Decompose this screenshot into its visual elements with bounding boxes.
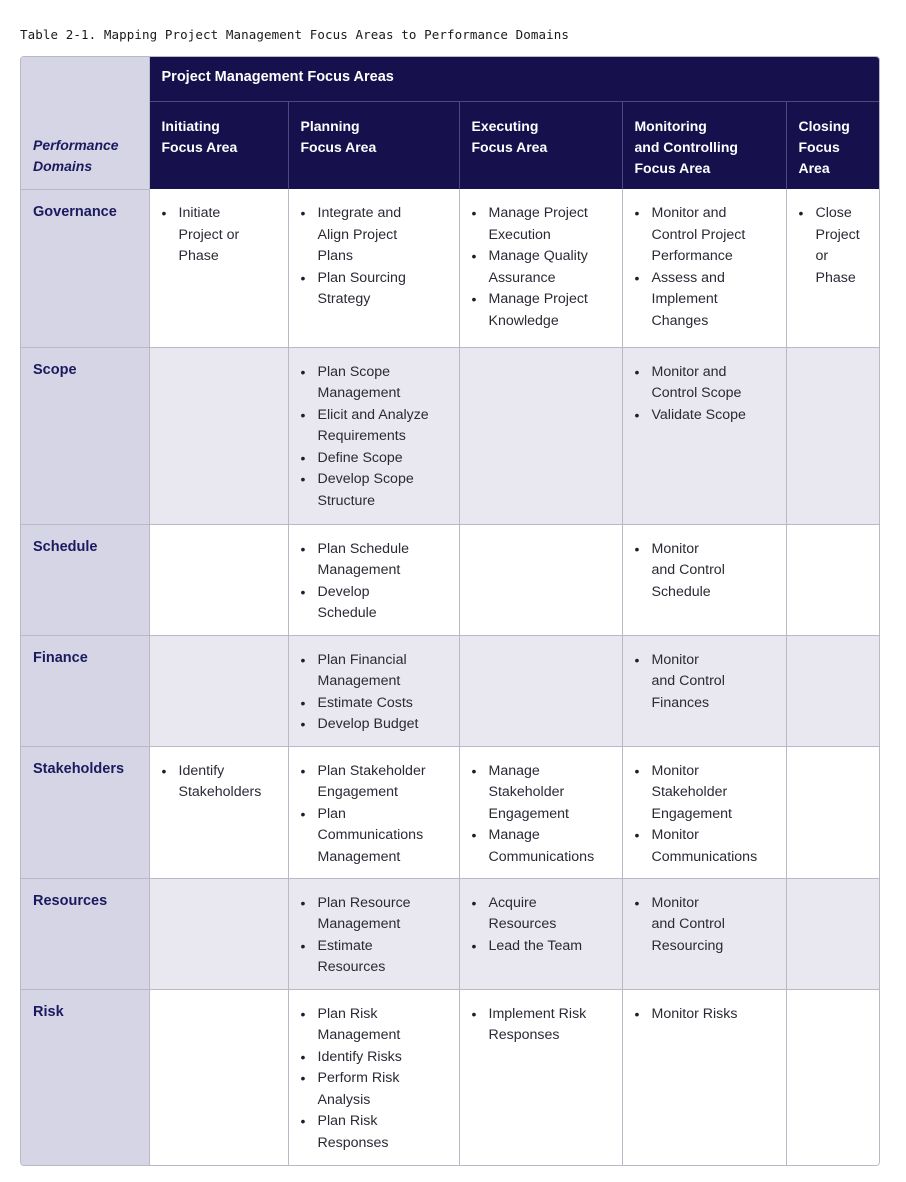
process-item bbox=[301, 1047, 453, 1069]
process-item-line: • Develop bbox=[317, 583, 370, 600]
process-list bbox=[472, 761, 616, 869]
process-item-line: Engagement bbox=[651, 805, 732, 822]
table-cell-planning bbox=[288, 746, 459, 878]
process-list bbox=[472, 1004, 616, 1047]
table-cell-initiating bbox=[149, 878, 288, 989]
process-item-line: • Monitor and bbox=[651, 363, 727, 380]
process-item-line: • Integrate and bbox=[317, 205, 402, 221]
process-item-line: Communications bbox=[488, 848, 595, 865]
process-item-line: • Lead the Team bbox=[488, 937, 583, 954]
table-cell-monitoring-controlling bbox=[622, 524, 786, 635]
table-row bbox=[21, 524, 880, 635]
process-item bbox=[301, 804, 453, 869]
process-item-line: • Monitor bbox=[651, 540, 699, 557]
process-item-line: Management bbox=[317, 1027, 401, 1043]
process-item-line: Management bbox=[317, 848, 401, 865]
performance-domain-resources: Resources bbox=[21, 878, 149, 989]
process-item bbox=[635, 268, 780, 333]
process-item-line: • Identify Risks bbox=[317, 1048, 402, 1065]
row-header-label bbox=[21, 57, 149, 189]
table-row bbox=[21, 347, 880, 524]
process-item bbox=[635, 893, 780, 958]
process-list bbox=[162, 203, 282, 268]
process-item bbox=[301, 469, 453, 512]
table-cell-planning bbox=[288, 189, 459, 347]
column-header-line: Area bbox=[798, 159, 830, 176]
process-item-line: • Plan Stakeholder bbox=[317, 762, 426, 779]
process-item-line: • Plan Scope bbox=[317, 363, 391, 380]
table-cell-planning bbox=[288, 989, 459, 1166]
process-item bbox=[301, 539, 453, 582]
process-item-line: • Implement Risk bbox=[488, 1005, 587, 1022]
process-item-line: Communications bbox=[651, 848, 758, 865]
table-row bbox=[21, 989, 880, 1166]
process-item-line: Phase bbox=[815, 269, 856, 286]
process-item-line: Schedule bbox=[651, 583, 711, 600]
process-item-line: • Monitor bbox=[651, 762, 699, 779]
process-item-line: • Monitor bbox=[651, 827, 699, 843]
process-item-line: Resourcing bbox=[651, 937, 724, 954]
process-list bbox=[301, 1004, 453, 1155]
table-cell-closing bbox=[786, 989, 880, 1166]
process-item bbox=[301, 405, 453, 448]
table-cell-initiating bbox=[149, 746, 288, 878]
process-item-line: Stakeholder bbox=[488, 784, 565, 800]
performance-domain-scope: Scope bbox=[21, 347, 149, 524]
process-item-line: Implement bbox=[651, 291, 718, 307]
process-item bbox=[799, 203, 876, 289]
column-header-line: Focus bbox=[798, 138, 840, 155]
column-header-line: Focus Area bbox=[300, 138, 377, 155]
process-item bbox=[301, 1004, 453, 1047]
process-item bbox=[472, 289, 616, 332]
process-item-line: Control Project bbox=[651, 226, 746, 243]
table-cell-monitoring-controlling bbox=[622, 347, 786, 524]
process-item bbox=[472, 936, 616, 958]
table-cell-executing bbox=[459, 746, 622, 878]
process-item-line: • Develop Scope bbox=[317, 471, 414, 487]
process-item-line: Management bbox=[317, 673, 401, 689]
table-body bbox=[21, 189, 880, 1166]
process-item-line: • Manage Quality bbox=[488, 248, 588, 264]
table-row bbox=[21, 746, 880, 878]
process-item-line: • Monitor bbox=[651, 651, 699, 668]
process-item-line: Knowledge bbox=[488, 312, 559, 329]
process-item bbox=[635, 362, 780, 405]
table-cell-closing bbox=[786, 746, 880, 878]
performance-domain-schedule: Schedule bbox=[21, 524, 149, 635]
process-item-line: • Manage bbox=[488, 762, 540, 779]
column-header-planning bbox=[288, 101, 459, 189]
process-item bbox=[635, 825, 780, 868]
mapping-table bbox=[21, 57, 880, 1166]
column-header-closing bbox=[786, 101, 880, 189]
process-item-line: • Elicit and Analyze bbox=[317, 406, 429, 423]
table-cell-executing bbox=[459, 878, 622, 989]
process-list bbox=[301, 893, 453, 979]
process-item bbox=[162, 203, 282, 268]
process-item bbox=[301, 362, 453, 405]
table-cell-executing bbox=[459, 989, 622, 1166]
process-list bbox=[799, 203, 876, 289]
column-header-line: Closing bbox=[798, 117, 850, 134]
column-header-line: Executing bbox=[471, 117, 539, 134]
process-list bbox=[635, 761, 780, 869]
column-header-line: Monitoring bbox=[634, 117, 707, 134]
process-item-line: • Manage Project bbox=[488, 291, 588, 307]
table-cell-initiating bbox=[149, 347, 288, 524]
table-cell-initiating bbox=[149, 189, 288, 347]
process-item-line: Resources bbox=[488, 916, 557, 932]
column-header-monitoring-controlling bbox=[622, 101, 786, 189]
process-item-line: • Manage bbox=[488, 827, 540, 843]
process-item-line: Analysis bbox=[317, 1091, 371, 1108]
process-item-line: • Plan Risk bbox=[317, 1113, 378, 1129]
process-item-line: • Monitor and bbox=[651, 205, 727, 221]
process-item bbox=[635, 203, 780, 268]
process-item bbox=[301, 582, 453, 625]
process-item bbox=[301, 893, 453, 936]
process-item-line: Management bbox=[317, 385, 401, 401]
table-cell-closing bbox=[786, 524, 880, 635]
process-item bbox=[472, 246, 616, 289]
process-item bbox=[301, 448, 453, 470]
process-item-line: Engagement bbox=[488, 805, 569, 822]
table-cell-initiating bbox=[149, 635, 288, 746]
table-cell-planning bbox=[288, 347, 459, 524]
process-item-line: • Plan Financial bbox=[317, 651, 407, 668]
process-list bbox=[301, 203, 453, 311]
process-item-line: and Control bbox=[651, 562, 725, 578]
process-item-line: Stakeholder bbox=[651, 784, 728, 800]
table-cell-monitoring-controlling bbox=[622, 878, 786, 989]
process-item bbox=[301, 268, 453, 311]
process-list bbox=[635, 362, 780, 427]
process-item bbox=[301, 203, 453, 268]
process-item-line: and Control bbox=[651, 673, 725, 689]
table-cell-executing bbox=[459, 524, 622, 635]
table-cell-closing bbox=[786, 347, 880, 524]
performance-domains-label: Performance Domains bbox=[33, 137, 119, 174]
performance-domain-stakeholders: Stakeholders bbox=[21, 746, 149, 878]
process-item-line: • Acquire bbox=[488, 894, 537, 911]
process-list bbox=[301, 362, 453, 513]
process-item-line: Control Scope bbox=[651, 385, 742, 401]
process-item-line: • Estimate Costs bbox=[317, 694, 413, 711]
table-row bbox=[21, 189, 880, 347]
performance-domain-risk: Risk bbox=[21, 989, 149, 1166]
process-item bbox=[472, 893, 616, 936]
process-item-line: • Perform Risk bbox=[317, 1070, 400, 1086]
process-item-line: Responses bbox=[317, 1134, 389, 1151]
process-item bbox=[635, 761, 780, 826]
process-item bbox=[301, 936, 453, 979]
table-caption: Table 2-1. Mapping Project Management Focus Areas to Performance Domains bbox=[20, 27, 570, 42]
process-list bbox=[635, 650, 780, 715]
table-cell-monitoring-controlling bbox=[622, 635, 786, 746]
process-item bbox=[635, 539, 780, 604]
process-item-line: Stakeholders bbox=[178, 784, 262, 800]
process-list bbox=[472, 203, 616, 332]
process-item-line: Performance bbox=[651, 248, 733, 264]
process-item-line: • Initiate bbox=[178, 205, 221, 221]
table-row bbox=[21, 878, 880, 989]
column-header-line: and Controlling bbox=[634, 138, 738, 155]
table-cell-monitoring-controlling bbox=[622, 746, 786, 878]
process-item-line: • Monitor Risks bbox=[651, 1005, 738, 1022]
process-item-line: Assurance bbox=[488, 269, 556, 286]
focus-areas-group-header: Project Management Focus Areas bbox=[149, 57, 880, 101]
process-item-line: • Plan bbox=[317, 805, 346, 822]
column-header-initiating bbox=[149, 101, 288, 189]
process-list bbox=[472, 893, 616, 958]
process-item-line: Management bbox=[317, 562, 401, 578]
process-list bbox=[635, 203, 780, 332]
process-item bbox=[472, 761, 616, 826]
process-item bbox=[301, 650, 453, 693]
table-cell-closing bbox=[786, 635, 880, 746]
process-item-line: • Estimate bbox=[317, 937, 373, 954]
process-item-line: Resources bbox=[317, 959, 386, 975]
process-item-line: • Plan Risk bbox=[317, 1005, 378, 1022]
process-list bbox=[301, 650, 453, 736]
column-header-line: Initiating bbox=[161, 117, 220, 134]
table-cell-closing bbox=[786, 878, 880, 989]
process-item bbox=[301, 1111, 453, 1154]
table-cell-planning bbox=[288, 878, 459, 989]
table-cell-executing bbox=[459, 189, 622, 347]
process-item-line: Project bbox=[815, 226, 860, 243]
process-item bbox=[635, 405, 780, 427]
process-item-line: Strategy bbox=[317, 291, 371, 307]
process-item bbox=[472, 825, 616, 868]
process-item-line: • Develop Budget bbox=[317, 716, 419, 732]
process-item-line: • Monitor bbox=[651, 894, 699, 911]
process-item bbox=[635, 650, 780, 715]
table-cell-executing bbox=[459, 635, 622, 746]
process-item-line: Plans bbox=[317, 248, 353, 264]
process-item-line: Changes bbox=[651, 312, 709, 329]
process-list bbox=[301, 761, 453, 869]
process-item-line: Structure bbox=[317, 492, 376, 509]
process-item-line: Schedule bbox=[317, 605, 377, 621]
process-item bbox=[162, 761, 282, 804]
table-cell-initiating bbox=[149, 524, 288, 635]
column-header-line: Focus Area bbox=[471, 138, 548, 155]
process-item-line: Responses bbox=[488, 1027, 560, 1043]
table-cell-monitoring-controlling bbox=[622, 989, 786, 1166]
column-header-line: Planning bbox=[300, 117, 360, 134]
process-list bbox=[635, 1004, 780, 1026]
focus-area-table bbox=[20, 56, 880, 1166]
table-cell-planning bbox=[288, 524, 459, 635]
table-cell-closing bbox=[786, 189, 880, 347]
process-item-line: • Define Scope bbox=[317, 449, 403, 466]
process-item-line: • Plan Sourcing bbox=[317, 269, 406, 286]
performance-domain-finance: Finance bbox=[21, 635, 149, 746]
process-item-line: Requirements bbox=[317, 428, 406, 444]
process-item bbox=[301, 1068, 453, 1111]
process-item-line: Execution bbox=[488, 226, 551, 243]
table-cell-executing bbox=[459, 347, 622, 524]
process-item-line: • Identify bbox=[178, 762, 225, 779]
process-item-line: Phase bbox=[178, 248, 219, 264]
process-item bbox=[472, 203, 616, 246]
process-item-line: • Plan Schedule bbox=[317, 540, 409, 557]
table-cell-monitoring-controlling bbox=[622, 189, 786, 347]
process-item bbox=[301, 714, 453, 736]
performance-domain-governance: Governance bbox=[21, 189, 149, 347]
process-item bbox=[472, 1004, 616, 1047]
process-item-line: Management bbox=[317, 916, 401, 932]
process-item-line: • Close bbox=[815, 205, 852, 221]
process-item-line: Communications bbox=[317, 827, 424, 843]
column-header-line: Focus Area bbox=[634, 159, 711, 176]
process-item-line: Finances bbox=[651, 694, 710, 711]
process-item bbox=[301, 693, 453, 715]
process-item-line: Engagement bbox=[317, 784, 398, 800]
process-list bbox=[162, 761, 282, 804]
focus-area-header-row bbox=[21, 101, 880, 189]
process-item-line: • Assess and bbox=[651, 269, 725, 286]
process-item-line: • Validate Scope bbox=[651, 406, 746, 423]
process-item bbox=[301, 761, 453, 804]
column-header-executing bbox=[459, 101, 622, 189]
process-item bbox=[635, 1004, 780, 1026]
process-item-line: • Manage Project bbox=[488, 205, 588, 221]
column-header-line: Focus Area bbox=[161, 138, 238, 155]
process-item-line: or bbox=[815, 248, 829, 264]
process-item-line: and Control bbox=[651, 916, 725, 932]
table-row bbox=[21, 635, 880, 746]
table-cell-initiating bbox=[149, 989, 288, 1166]
process-list bbox=[635, 893, 780, 958]
process-item-line: • Plan Resource bbox=[317, 894, 411, 911]
table-cell-planning bbox=[288, 635, 459, 746]
process-item-line: Align Project bbox=[317, 226, 398, 243]
process-list bbox=[635, 539, 780, 604]
process-item-line: Project or bbox=[178, 226, 240, 243]
process-list bbox=[301, 539, 453, 625]
